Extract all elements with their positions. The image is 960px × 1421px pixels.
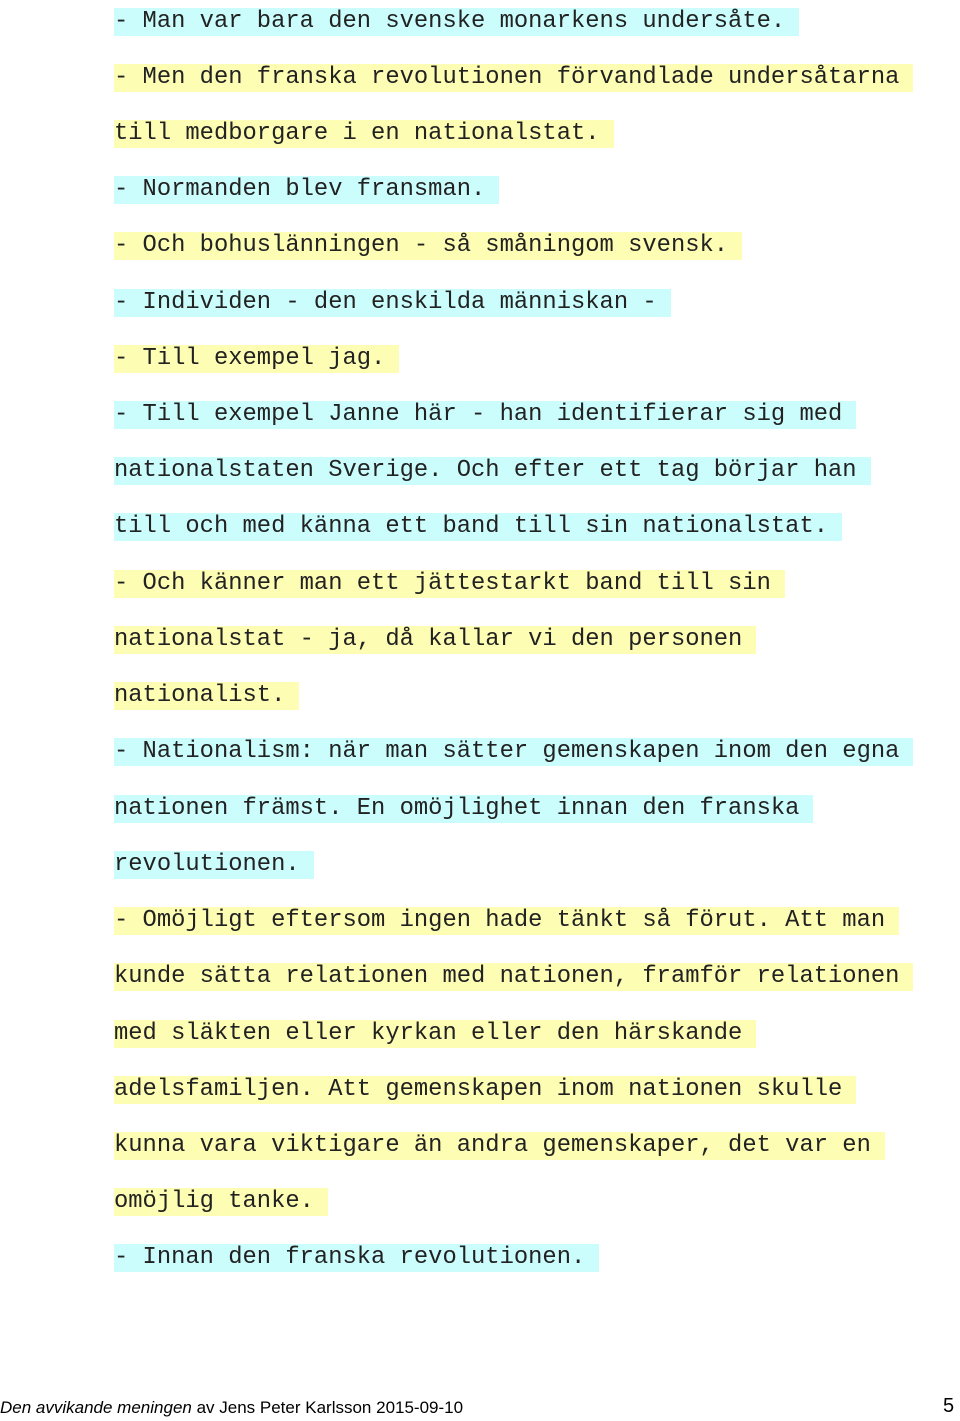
highlighted-text: - Normanden blev fransman. xyxy=(114,176,499,204)
text-line xyxy=(114,566,785,622)
text-line xyxy=(114,172,499,228)
footer-title: Den avvikande meningen xyxy=(0,1398,192,1417)
highlighted-text: - Till exempel jag. xyxy=(114,345,399,373)
text-line xyxy=(114,285,671,341)
highlighted-text: - Man var bara den svenske monarkens undersåte. xyxy=(114,8,799,36)
page-footer xyxy=(0,1398,463,1418)
text-line xyxy=(114,734,913,790)
highlighted-text: omöjlig tanke. xyxy=(114,1188,328,1216)
highlighted-text: kunna vara viktigare än andra gemenskaper, det var en xyxy=(114,1132,885,1160)
highlighted-text: - Och bohuslänningen - så småningom svensk. xyxy=(114,232,742,260)
highlighted-text: - Individen - den enskilda människan - xyxy=(114,289,671,317)
highlighted-text: nationalist. xyxy=(114,682,299,710)
highlighted-text: - Omöjligt eftersom ingen hade tänkt så förut. Att man xyxy=(114,907,899,935)
text-line xyxy=(114,453,871,509)
highlighted-text: till medborgare i en nationalstat. xyxy=(114,120,614,148)
page-number: 5 xyxy=(943,1395,955,1417)
highlighted-text: - Men den franska revolutionen förvandlade undersåtarna xyxy=(114,64,913,92)
highlighted-text: till och med känna ett band till sin nationalstat. xyxy=(114,513,842,541)
highlighted-text: revolutionen. xyxy=(114,851,314,879)
text-line xyxy=(114,341,399,397)
footer-byline: av Jens Peter Karlsson 2015-09-10 xyxy=(191,1398,464,1417)
text-line xyxy=(114,791,813,847)
highlighted-text: nationen främst. En omöjlighet innan den franska xyxy=(114,795,813,823)
highlighted-text: adelsfamiljen. Att gemenskapen inom nationen skulle xyxy=(114,1076,856,1104)
text-line xyxy=(114,1240,599,1296)
text-line xyxy=(114,1072,856,1128)
highlighted-text: nationalstat - ja, då kallar vi den personen xyxy=(114,626,756,654)
highlighted-text: med släkten eller kyrkan eller den härskande xyxy=(114,1020,756,1048)
text-line xyxy=(114,1184,328,1240)
text-line xyxy=(114,4,799,60)
text-line xyxy=(114,847,314,903)
text-line xyxy=(114,228,742,284)
text-line xyxy=(114,509,842,565)
highlighted-text: nationalstaten Sverige. Och efter ett tag börjar han xyxy=(114,457,871,485)
text-line xyxy=(114,622,756,678)
highlighted-text: - Till exempel Janne här - han identifierar sig med xyxy=(114,401,856,429)
text-line xyxy=(114,678,299,734)
text-line xyxy=(114,1016,756,1072)
text-line xyxy=(114,397,856,453)
highlighted-text: kunde sätta relationen med nationen, framför relationen xyxy=(114,963,913,991)
text-line xyxy=(114,116,614,172)
highlighted-text: - Och känner man ett jättestarkt band till sin xyxy=(114,570,785,598)
highlighted-text: - Innan den franska revolutionen. xyxy=(114,1244,599,1272)
text-line xyxy=(114,60,913,116)
highlighted-text: - Nationalism: när man sätter gemenskapen inom den egna xyxy=(114,738,913,766)
text-line xyxy=(114,903,899,959)
text-line xyxy=(114,959,913,1015)
text-line xyxy=(114,1128,885,1184)
